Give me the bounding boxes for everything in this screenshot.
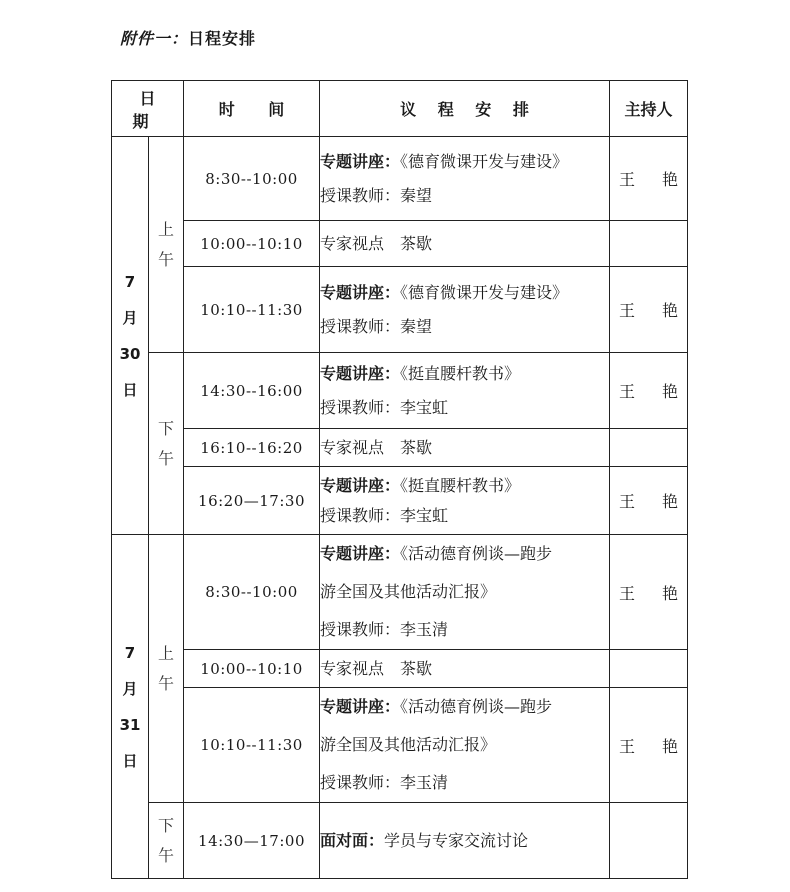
agenda-label: 专题讲座： xyxy=(320,544,401,563)
period-afternoon-day2: 下 午 xyxy=(149,803,184,879)
agenda-line: 专题讲座：《挺直腰杆教书》 xyxy=(320,363,521,383)
time-cell: 14:30--16:00 xyxy=(184,353,320,429)
agenda-line: 专题讲座：《活动德育例谈—跑步 xyxy=(320,544,553,563)
table-row xyxy=(112,137,688,221)
agenda-line: 授课教师：秦望 xyxy=(320,316,433,336)
heading-title: 日程安排 xyxy=(188,29,257,48)
agenda-cell xyxy=(320,467,610,535)
agenda-cell xyxy=(320,688,610,803)
table-row xyxy=(112,429,688,467)
table-row xyxy=(112,267,688,353)
agenda-label: 专题讲座： xyxy=(320,282,401,302)
time-cell: 16:10--16:20 xyxy=(184,429,320,467)
table-row xyxy=(112,803,688,879)
agenda-line: 专题讲座：《德育微课开发与建设》 xyxy=(320,282,569,302)
agenda-cell xyxy=(320,650,610,688)
period-afternoon-day1: 下 午 xyxy=(149,353,184,535)
host-cell: 王 艳 xyxy=(610,267,688,353)
heading-lead: 附件一： xyxy=(120,29,189,48)
agenda-line: 授课教师：李宝虹 xyxy=(320,505,449,525)
time-cell: 16:20—17:30 xyxy=(184,467,320,535)
host-cell xyxy=(610,429,688,467)
agenda-line: 面对面：学员与专家交流讨论 xyxy=(320,830,529,850)
agenda-cell xyxy=(320,353,610,429)
agenda-label: 专题讲座： xyxy=(320,363,401,383)
header-host: 主持人 xyxy=(610,81,688,137)
table-row xyxy=(112,650,688,688)
header-agenda: 议 程 安 排 xyxy=(320,81,610,137)
time-cell: 8:30--10:00 xyxy=(184,535,320,650)
agenda-cell xyxy=(320,803,610,879)
agenda-line: 专题讲座：《德育微课开发与建设》 xyxy=(320,151,569,171)
agenda-cell xyxy=(320,137,610,221)
time-cell: 14:30—17:00 xyxy=(184,803,320,879)
host-cell: 王 艳 xyxy=(610,535,688,650)
header-row xyxy=(112,81,688,137)
time-cell: 10:00--10:10 xyxy=(184,650,320,688)
agenda-label: 面对面： xyxy=(320,830,385,850)
agenda-line: 专家视点 茶歇 xyxy=(320,233,433,253)
agenda-cell xyxy=(320,267,610,353)
header-time: 时 间 xyxy=(184,81,320,137)
agenda-label: 专题讲座： xyxy=(320,151,401,171)
host-cell: 王 艳 xyxy=(610,688,688,803)
period-morning-day2: 上 午 xyxy=(149,535,184,803)
time-cell: 8:30--10:00 xyxy=(184,137,320,221)
agenda-line: 授课教师：李玉清 xyxy=(320,773,449,792)
agenda-line: 游全国及其他活动汇报》 xyxy=(320,582,497,601)
time-cell: 10:00--10:10 xyxy=(184,221,320,267)
schedule-table xyxy=(111,80,688,879)
agenda-line: 授课教师：李玉清 xyxy=(320,620,449,639)
agenda-line: 授课教师：李宝虹 xyxy=(320,397,449,417)
table-row xyxy=(112,353,688,429)
document-heading xyxy=(120,26,256,49)
agenda-label: 专题讲座： xyxy=(320,697,401,716)
host-cell: 王 艳 xyxy=(610,353,688,429)
agenda-cell xyxy=(320,221,610,267)
host-cell xyxy=(610,221,688,267)
agenda-line: 专家视点 茶歇 xyxy=(320,658,433,678)
time-cell: 10:10--11:30 xyxy=(184,688,320,803)
table-row xyxy=(112,467,688,535)
table-row xyxy=(112,221,688,267)
table-row xyxy=(112,688,688,803)
agenda-line: 授课教师：秦望 xyxy=(320,185,433,205)
agenda-line: 专题讲座：《挺直腰杆教书》 xyxy=(320,475,521,495)
header-date: 日 期 xyxy=(112,81,184,137)
agenda-line: 专题讲座：《活动德育例谈—跑步 xyxy=(320,697,553,716)
time-cell: 10:10--11:30 xyxy=(184,267,320,353)
agenda-line: 专家视点 茶歇 xyxy=(320,437,433,457)
host-cell: 王 艳 xyxy=(610,467,688,535)
host-cell: 王 艳 xyxy=(610,137,688,221)
period-morning-day1: 上 午 xyxy=(149,137,184,353)
date-cell-day2: 7 月 31 日 xyxy=(112,535,149,879)
agenda-line: 游全国及其他活动汇报》 xyxy=(320,735,497,754)
date-cell-day1: 7 月 30 日 xyxy=(112,137,149,535)
agenda-cell xyxy=(320,535,610,650)
agenda-label: 专题讲座： xyxy=(320,475,401,495)
agenda-cell xyxy=(320,429,610,467)
table-row xyxy=(112,535,688,650)
host-cell xyxy=(610,803,688,879)
host-cell xyxy=(610,650,688,688)
